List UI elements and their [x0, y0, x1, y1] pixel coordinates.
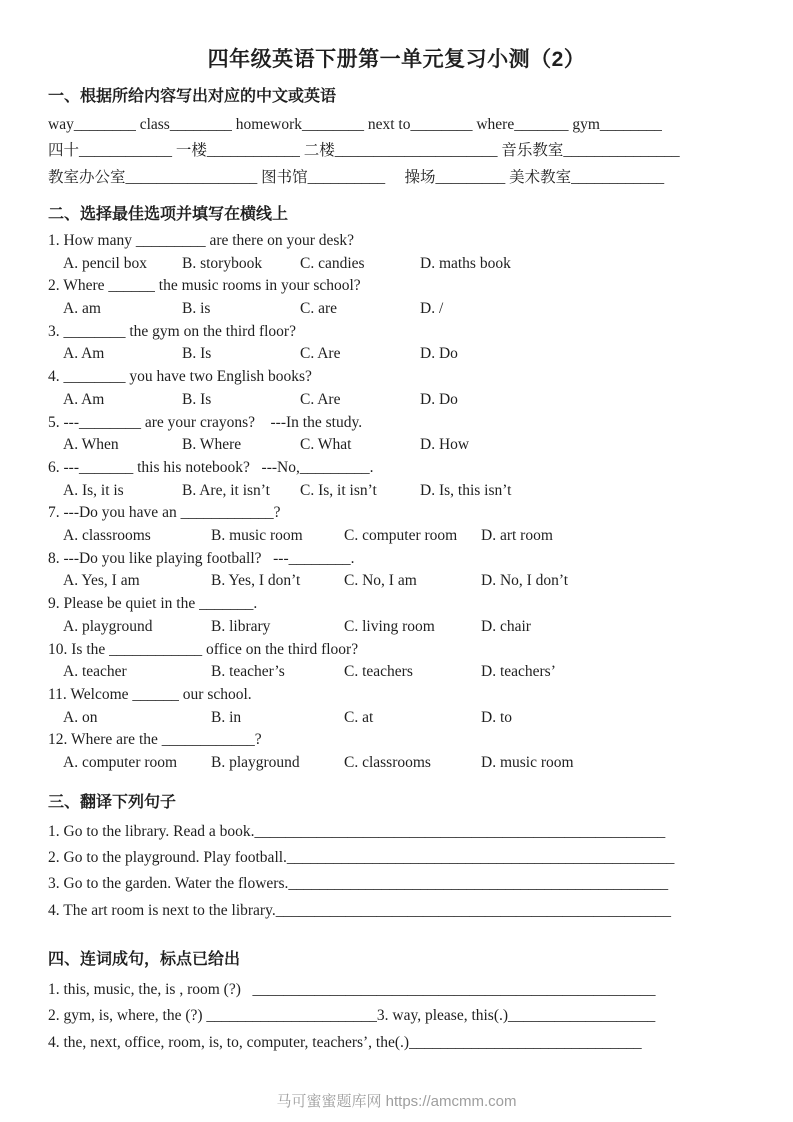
option-c: C. Are: [300, 390, 341, 408]
watermark-footer: 马可蜜蜜题库网 https://amcmm.com: [276, 1092, 517, 1110]
option-a: A. computer room: [63, 754, 178, 772]
question-2: [48, 275, 745, 320]
question-text: 4. ________ you have two English books?: [48, 368, 312, 386]
question-options: [48, 525, 745, 548]
option-c: C. computer room: [344, 527, 458, 545]
option-d: D. music room: [481, 754, 574, 772]
question-3: [48, 321, 745, 366]
fill-blank-line: way________ class________ homework________ next to________ where_______ gym________: [48, 116, 662, 133]
option-c: C. candies: [300, 254, 365, 272]
question-10: [48, 639, 745, 684]
translate-line: 4. The art room is next to the library.___________________________________________________: [48, 901, 671, 919]
option-b: B. playground: [211, 754, 300, 772]
question-text: 8. ---Do you like playing football? ---________.: [48, 549, 355, 567]
option-d: D. How: [420, 436, 470, 454]
translate-line: 2. Go to the playground. Play football.__________________________________________________: [48, 849, 675, 867]
question-11: [48, 684, 745, 729]
option-d: D. art room: [481, 527, 553, 545]
option-b: B. in: [211, 708, 242, 726]
option-c: C. Are: [300, 345, 341, 363]
question-text: 11. Welcome ______ our school.: [48, 685, 252, 703]
question-7: [48, 502, 745, 547]
sentence-order-line: 2. gym, is, where, the (?) ______________________3. way, please, this(.)___________________: [48, 1007, 656, 1025]
question-5: [48, 412, 745, 457]
question-options: [48, 389, 745, 412]
section2-heading: 二、选择最佳选项并填写在横线上: [48, 205, 289, 223]
question-options: [48, 570, 745, 593]
option-c: C. Is, it isn’t: [300, 481, 377, 499]
section4-heading: 四、连词成句，标点已给出: [48, 950, 241, 968]
question-text: 7. ---Do you have an ____________?: [48, 504, 281, 522]
option-b: B. is: [182, 300, 211, 317]
fill-blank-line: 教室办公室_________________ 图书馆__________ 操场_________ 美术教室____________: [48, 168, 665, 186]
question-text: 1. How many _________ are there on your desk?: [48, 231, 355, 249]
option-a: A. Is, it is: [63, 481, 124, 499]
sentence-order-line: 4. the, next, office, room, is, to, computer, teachers’, the(.)______________________________: [48, 1033, 642, 1051]
option-d: D. Is, this isn’t: [420, 481, 512, 499]
option-b: B. teacher’s: [211, 663, 285, 681]
option-d: D. No, I don’t: [481, 572, 569, 590]
question-12: [48, 729, 745, 774]
question-options: [48, 253, 745, 276]
option-b: B. Is: [182, 390, 212, 408]
question-text: 2. Where ______ the music rooms in your school?: [48, 277, 361, 295]
question-text: 9. Please be quiet in the _______.: [48, 595, 258, 613]
option-b: B. storybook: [182, 254, 263, 272]
option-a: A. classrooms: [63, 527, 151, 545]
option-b: B. Is: [182, 345, 212, 363]
translate-line: 1. Go to the library. Read a book._____________________________________________________: [48, 822, 666, 840]
option-a: A. Am: [63, 390, 105, 408]
question-8: [48, 548, 745, 593]
option-d: D. Do: [420, 345, 458, 363]
question-options: [48, 752, 745, 775]
question-options: [48, 343, 745, 366]
sentence-order-line: 1. this, music, the, is , room (?) ____________________________________________________: [48, 980, 656, 998]
option-c: C. at: [344, 708, 374, 726]
option-c: C. No, I am: [344, 572, 417, 590]
option-d: D. to: [481, 708, 512, 726]
question-text: 10. Is the ____________ office on the third floor?: [48, 640, 359, 658]
option-b: B. Yes, I don’t: [211, 572, 301, 590]
question-1: [48, 230, 745, 275]
question-options: [48, 434, 745, 457]
question-options: [48, 661, 745, 684]
option-a: A. pencil box: [63, 254, 147, 272]
option-c: C. What: [300, 436, 352, 454]
option-d: D. /: [420, 300, 444, 317]
option-a: A. When: [63, 436, 119, 454]
option-b: B. Are, it isn’t: [182, 481, 270, 499]
option-d: D. chair: [481, 617, 531, 635]
question-9: [48, 593, 745, 638]
option-d: D. maths book: [420, 254, 511, 272]
option-a: A. am: [63, 300, 101, 317]
section1-heading: 一、根据所给内容写出对应的中文或英语: [48, 88, 337, 105]
option-c: C. are: [300, 300, 338, 317]
option-a: A. playground: [63, 617, 153, 635]
question-text: 3. ________ the gym on the third floor?: [48, 322, 296, 340]
option-d: D. teachers’: [481, 663, 556, 681]
fill-blank-line: 四十____________ 一楼____________ 二楼_____________________ 音乐教室_______________: [48, 142, 680, 160]
question-options: [48, 298, 745, 321]
option-a: A. teacher: [63, 663, 127, 681]
question-text: 6. ---_______ this his notebook? ---No,_________.: [48, 458, 374, 476]
question-4: [48, 366, 745, 411]
page-title: 四年级英语下册第一单元复习小测（2）: [207, 48, 586, 71]
option-b: B. music room: [211, 527, 303, 545]
question-text: 12. Where are the ____________?: [48, 731, 262, 749]
section3-heading: 三、翻译下列句子: [48, 793, 177, 811]
question-options: [48, 616, 745, 639]
option-a: A. Yes, I am: [63, 572, 140, 590]
option-c: C. classrooms: [344, 754, 431, 772]
option-b: B. Where: [182, 436, 242, 454]
option-a: A. Am: [63, 345, 105, 363]
question-options: [48, 480, 745, 503]
question-6: [48, 457, 745, 502]
option-d: D. Do: [420, 390, 458, 408]
option-b: B. library: [211, 617, 271, 635]
option-a: A. on: [63, 708, 98, 726]
translate-line: 3. Go to the garden. Water the flowers._________________________________________________: [48, 875, 669, 893]
question-options: [48, 707, 745, 730]
option-c: C. teachers: [344, 663, 413, 681]
option-c: C. living room: [344, 617, 435, 635]
question-text: 5. ---________ are your crayons? ---In the study.: [48, 413, 363, 431]
